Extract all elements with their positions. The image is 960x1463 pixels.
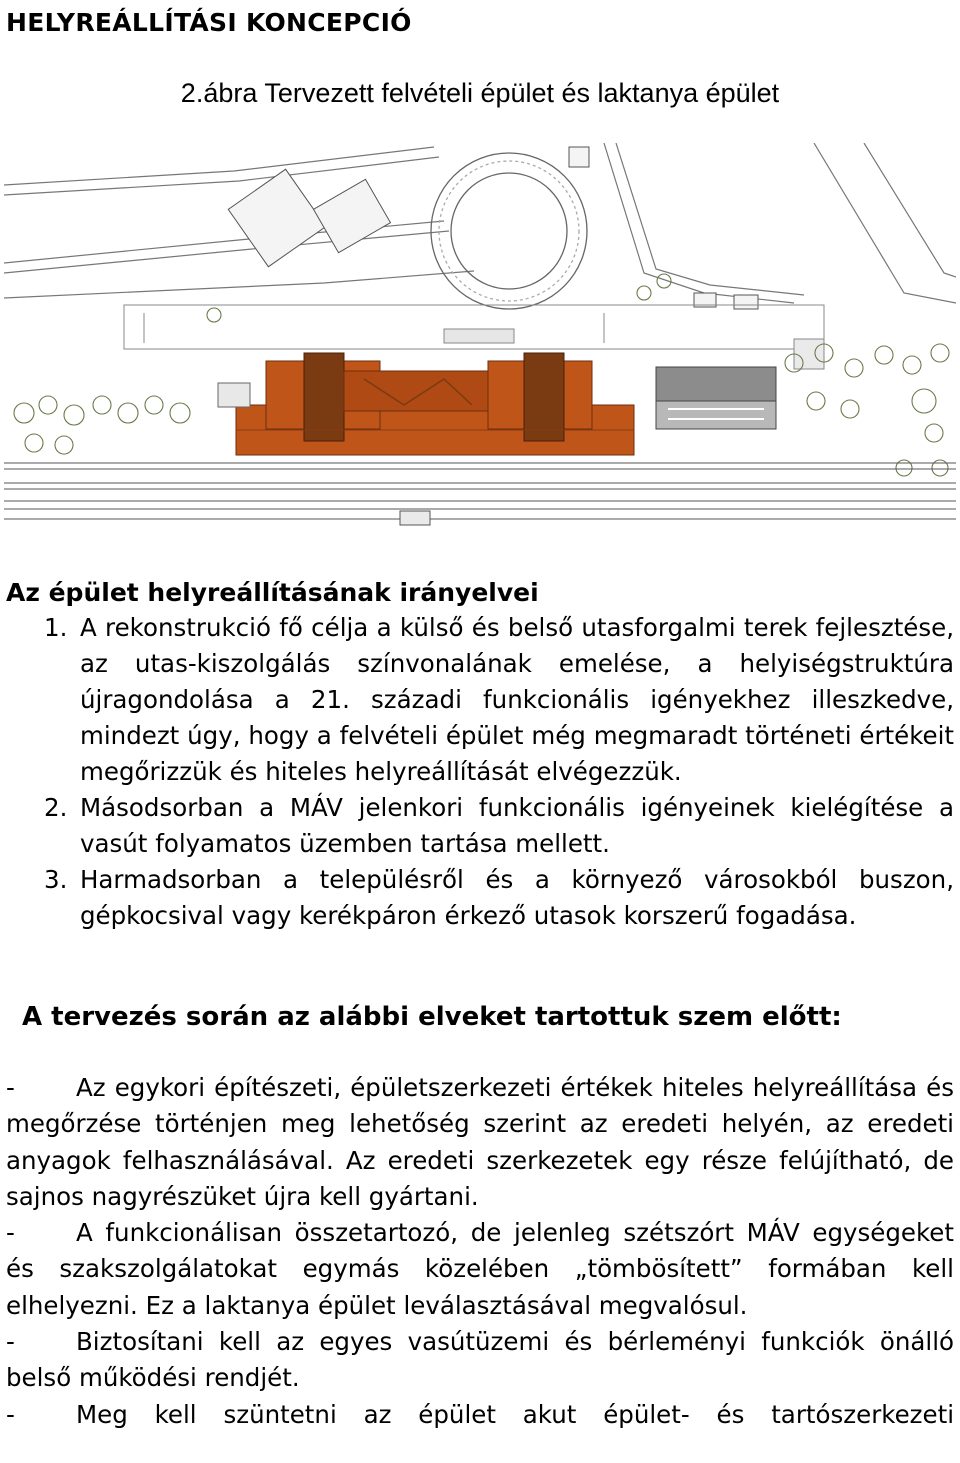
item-number: 3. — [44, 865, 68, 894]
planning-title: A tervezés során az alábbi elveket tartottuk szem előtt: — [22, 1002, 842, 1032]
section-title: Az épület helyreállításának irányelvei — [6, 578, 539, 607]
dash-bullet: - — [6, 1218, 15, 1248]
item-text: A rekonstrukció fő célja a külső és belső utasforgalmi terek fejlesztése, az utas-kiszolgálás színvonalának emelése, a helyiségstruktúra újragondolása a 21. századi funkcionális igényekhez illeszkedve, mindezt úgy, hogy a felvételi épület még megmaradt történeti értékeit megőrizzük és hiteles helyreállítását elvégezzük. — [80, 613, 954, 786]
list-item — [6, 610, 954, 790]
item-text: Az egykori építészeti, épületszerkezeti értékek hiteles helyreállítása és megőrzése történjen meg lehetőség szerint az eredeti helyén, az eredeti anyagok felhasználásával. Az eredeti szerkezetek egy része felújítható, de sajnos nagyrészüket újra kell gyártani. — [6, 1073, 954, 1211]
item-text: Biztosítani kell az egyes vasútüzemi és bérleményi funkciók önálló belső működési rendjét. — [6, 1327, 954, 1393]
list-item — [6, 1215, 954, 1324]
item-number: 2. — [44, 793, 68, 822]
list-item — [6, 1397, 954, 1433]
item-text: Meg kell szüntetni az épület akut épület- és tartószerkezeti — [76, 1399, 954, 1429]
dash-bullet: - — [6, 1073, 15, 1102]
barracks-building — [656, 367, 776, 429]
principles-list — [6, 610, 954, 934]
item-number: 1. — [44, 613, 68, 642]
list-item — [6, 862, 954, 934]
item-text: Harmadsorban a településről és a környező városokból buszon, gépkocsival vagy kerékpáron érkező utasok korszerű fogadása. — [80, 865, 954, 930]
list-item — [6, 1324, 954, 1397]
list-item — [6, 1070, 954, 1215]
figure-caption: 2.ábra Tervezett felvételi épület és laktanya épület — [180, 78, 780, 108]
item-text: A funkcionálisan összetartozó, de jelenleg szétszórt MÁV egységeket és szakszolgálatokat egymás közelében „tömbösített” formában kell elhelyezni. Ez a laktanya épület leválasztásával megvalósul. — [6, 1218, 954, 1320]
site-plan-drawing — [4, 143, 956, 535]
list-item — [6, 790, 954, 862]
dash-bullet: - — [6, 1399, 15, 1429]
guidelines-list — [6, 1070, 954, 1433]
dash-bullet: - — [6, 1327, 15, 1357]
page-heading: HELYREÁLLÍTÁSI KONCEPCIÓ — [6, 8, 412, 37]
item-text: Másodsorban a MÁV jelenkori funkcionális igényeinek kielégítése a vasút folyamatos üzemben tartása mellett. — [80, 793, 954, 858]
